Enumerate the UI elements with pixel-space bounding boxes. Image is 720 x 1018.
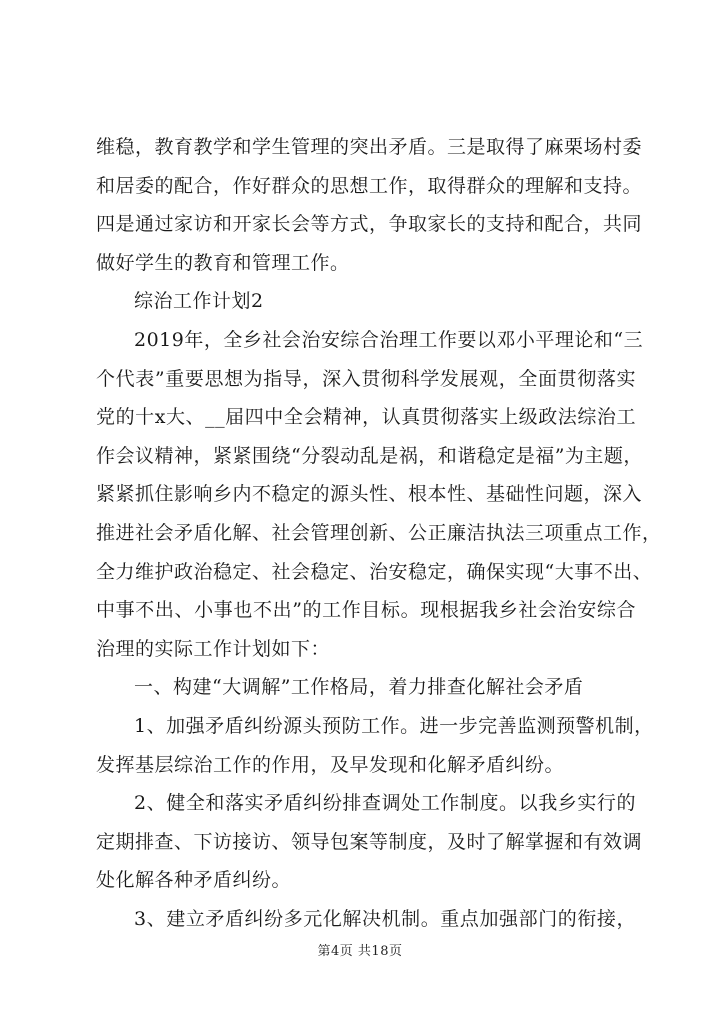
text-line: 定期排查、下访接访、领导包案等制度，及时了解掌握和有效调 [96,830,643,853]
text-line: 紧紧抓住影响乡内不稳定的源头性、根本性、基础性问题，深入 [96,483,643,506]
text-line: 作会议精神，紧紧围绕“分裂动乱是祸，和谐稳定是福”为主题， [96,444,643,467]
text-line: 党的十x大、__届四中全会精神，认真贯彻落实上级政法综治工 [96,406,636,429]
text-line: 发挥基层综治工作的作用，及早发现和化解矛盾纠纷。 [96,753,565,776]
section-heading: 综治工作计划2 [134,290,264,313]
text-line: 3、建立矛盾纠纷多元化解决机制。重点加强部门的衔接， [134,907,636,930]
text-line: 2019年，全乡社会治安综合治理工作要以邓小平理论和“三 [134,328,644,351]
text-line: 和居委的配合，作好群众的思想工作，取得群众的理解和支持。 [96,174,643,197]
text-line: 全力维护政治稳定、社会稳定、治安稳定，确保实现“大事不出、 [96,560,653,583]
text-line: 中事不出、小事也不出”的工作目标。现根据我乡社会治安综合 [96,599,636,622]
text-line: 推进社会矛盾化解、社会管理创新、公正廉洁执法三项重点工作， [96,521,662,544]
document-body [96,128,662,938]
text-line: 四是通过家访和开家长会等方式，争取家长的支持和配合，共同 [96,213,643,236]
section-heading: 一、构建“大调解”工作格局，着力排查化解社会矛盾 [134,676,584,699]
page-number-footer: 第4页 共18页 [317,944,403,959]
text-line: 1、加强矛盾纠纷源头预防工作。进一步完善监测预警机制， [134,714,654,737]
text-line: 做好学生的教育和管理工作。 [96,251,350,274]
text-line: 维稳，教育教学和学生管理的突出矛盾。三是取得了麻栗场村委 [96,136,643,158]
text-line: 个代表”重要思想为指导，深入贯彻科学发展观，全面贯彻落实 [96,367,636,390]
text-line: 处化解各种矛盾纠纷。 [96,869,292,892]
text-line: 治理的实际工作计划如下： [96,637,331,660]
text-line: 2、健全和落实矛盾纠纷排查调处工作制度。以我乡实行的 [134,792,636,815]
